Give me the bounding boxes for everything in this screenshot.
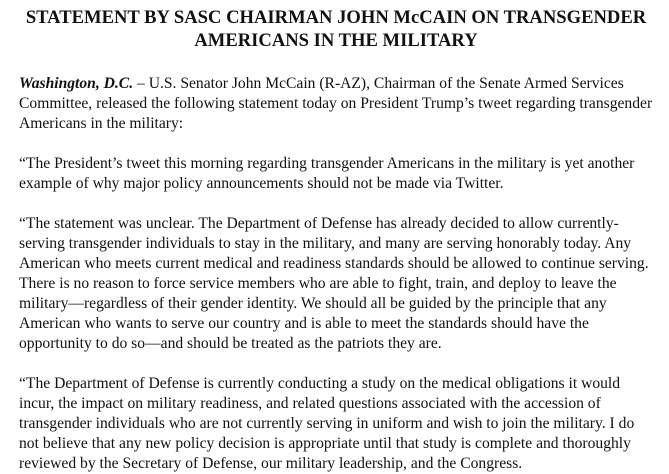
intro-text: – U.S. Senator John McCain (R-AZ), Chairman of the Senate Armed Services Committee, released the following statement today on President Trump’s tweet regarding transgender Americans in the military: bbox=[19, 75, 653, 132]
quote-paragraph-1: “The President’s tweet this morning regarding transgender Americans in the military is yet another example of why major policy announcements should not be made via Twitter. bbox=[19, 155, 635, 192]
quote-paragraph-2: “The statement was unclear. The Department of Defense has already decided to allow currently-serving transgender individuals to stay in the military, and many are serving honorably today. Any American who meets current medical and readiness standards should be allowed to continue serving. There is no reason to force service members who are able to fight, train, and deploy to leave the military—regardless of their gender identity. We should all be guided by the principle that any American who wants to serve our country and is able to meet the standards should have the opportunity to do so—and should be treated as the patriots they are. bbox=[19, 215, 649, 352]
dateline: Washington, D.C. bbox=[19, 75, 134, 92]
quote-paragraph-3: “The Department of Defense is currently conducting a study on the medical obligations it would incur, the impact on military readiness, and related questions associated with the accession of transgender individuals who are not currently serving in uniform and wish to join the military. I do not believe that any new policy decision is appropriate until that study is complete and thoroughly reviewed by the Secretary of Defense, our military leadership, and the Congress. bbox=[19, 375, 635, 472]
statement-body bbox=[19, 74, 653, 474]
statement-title: STATEMENT BY SASC CHAIRMAN JOHN McCAIN ON TRANSGENDER AMERICANS IN THE MILITARY bbox=[25, 7, 647, 51]
intro-paragraph bbox=[19, 74, 653, 134]
